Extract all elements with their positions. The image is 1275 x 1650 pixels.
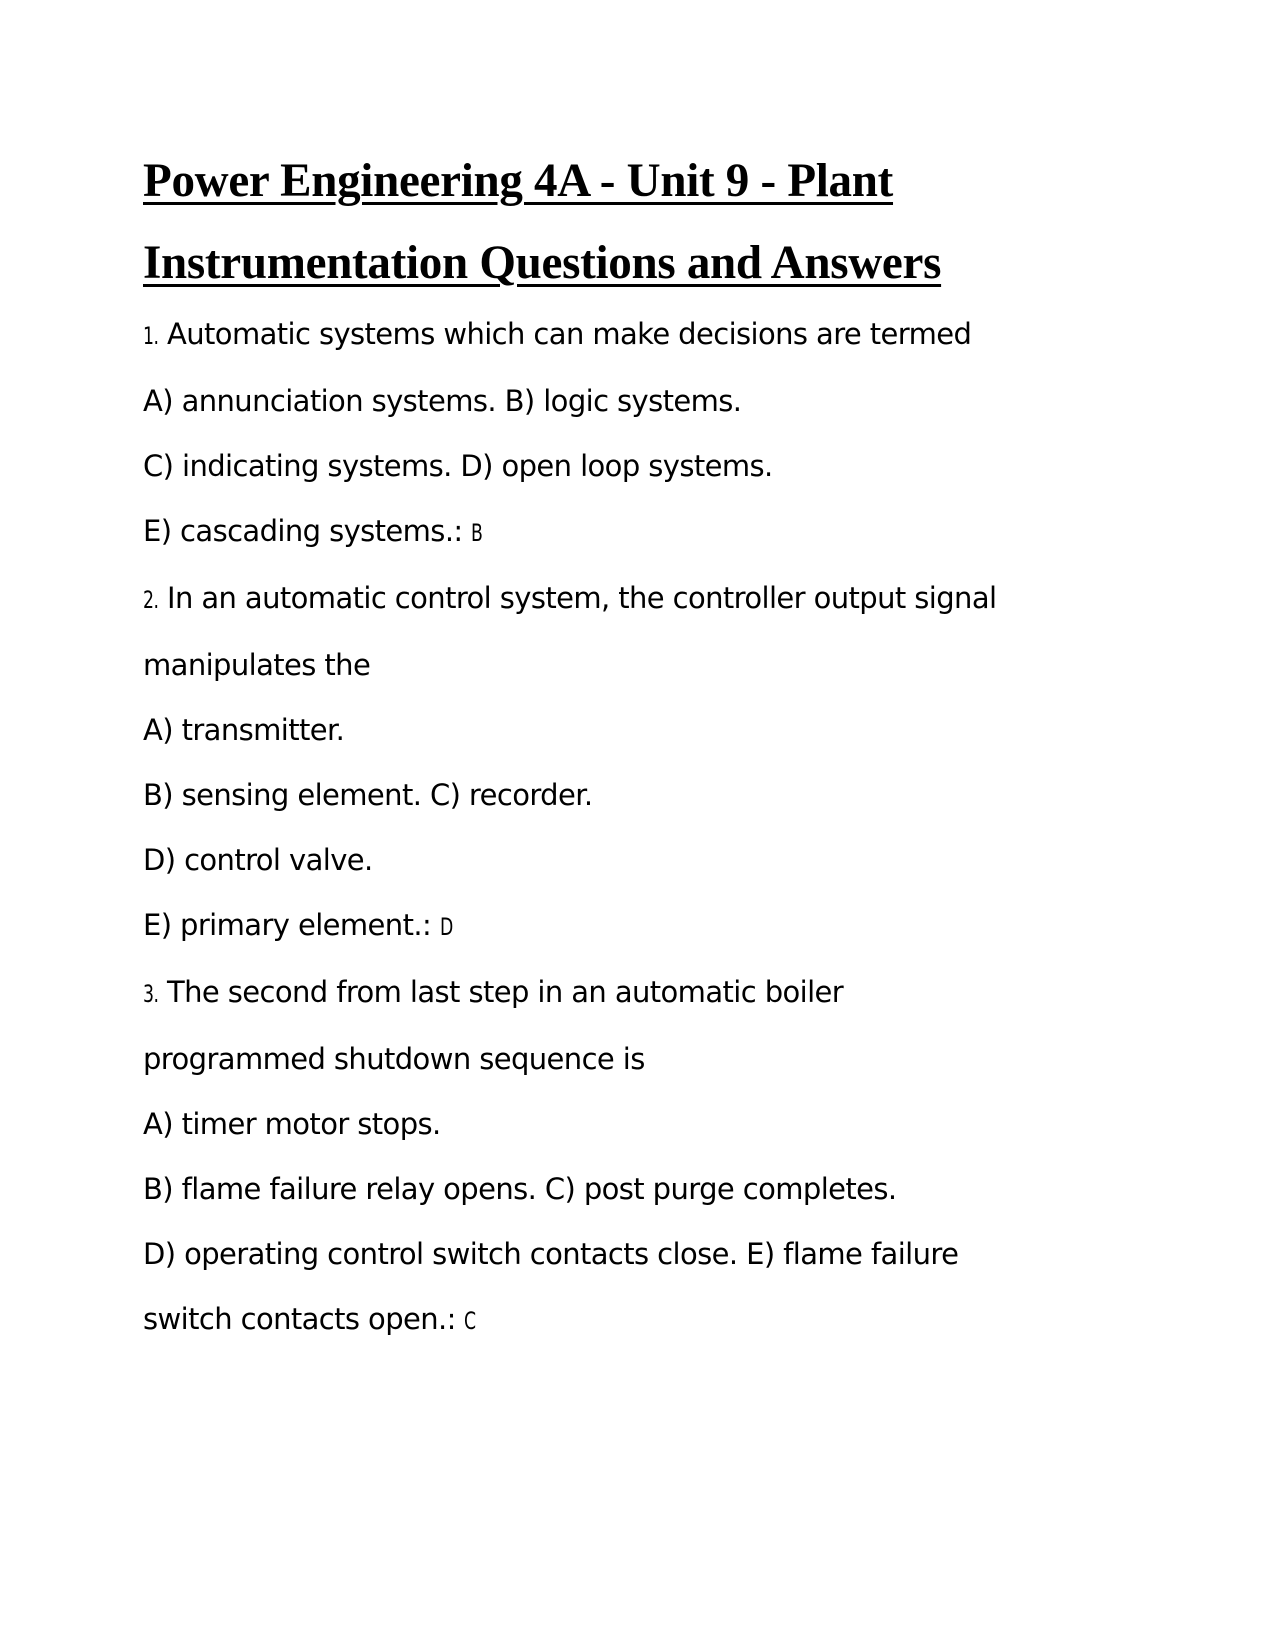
question-1-option-e: E) cascading systems.: B bbox=[143, 499, 1143, 566]
document-title bbox=[143, 140, 1123, 304]
question-1-options-ab: A) annunciation systems. B) logic systems. bbox=[143, 384, 742, 418]
question-number: 1. bbox=[143, 322, 159, 350]
question-2-stem-cont: manipulates the bbox=[143, 648, 371, 682]
question-2-option-a: A) transmitter. bbox=[143, 713, 345, 747]
question-number: 2. bbox=[143, 586, 159, 614]
question-3-option-e-cont: switch contacts open.: C bbox=[143, 1287, 1143, 1354]
question-3-stem-cont: programmed shutdown sequence is bbox=[143, 1042, 645, 1076]
title-line-2: Instrumentation Questions and Answers bbox=[143, 236, 942, 289]
question-3-answer: C bbox=[464, 1307, 477, 1335]
question-3-stem: 3. The second from last step in an automatic boiler bbox=[143, 960, 1143, 1027]
title-line-1: Power Engineering 4A - Unit 9 - Plant bbox=[143, 154, 894, 207]
question-2-option-e: E) primary element.: D bbox=[143, 893, 1143, 960]
question-3-options-de: D) operating control switch contacts close. E) flame failure bbox=[143, 1237, 959, 1271]
question-1-options-cd: C) indicating systems. D) open loop systems. bbox=[143, 449, 773, 483]
document-page bbox=[143, 140, 1143, 1354]
question-1-stem: 1. Automatic systems which can make decisions are termed bbox=[143, 302, 1143, 369]
question-1-answer: B bbox=[471, 519, 483, 547]
question-list bbox=[143, 302, 1143, 1354]
question-3-options-bc: B) flame failure relay opens. C) post purge completes. bbox=[143, 1172, 897, 1206]
question-3-option-a: A) timer motor stops. bbox=[143, 1107, 441, 1141]
question-number: 3. bbox=[143, 980, 159, 1008]
question-2-option-d: D) control valve. bbox=[143, 843, 373, 877]
question-2-options-bc: B) sensing element. C) recorder. bbox=[143, 778, 593, 812]
question-2-stem: 2. In an automatic control system, the controller output signal bbox=[143, 566, 1143, 633]
question-2-answer: D bbox=[439, 913, 453, 941]
